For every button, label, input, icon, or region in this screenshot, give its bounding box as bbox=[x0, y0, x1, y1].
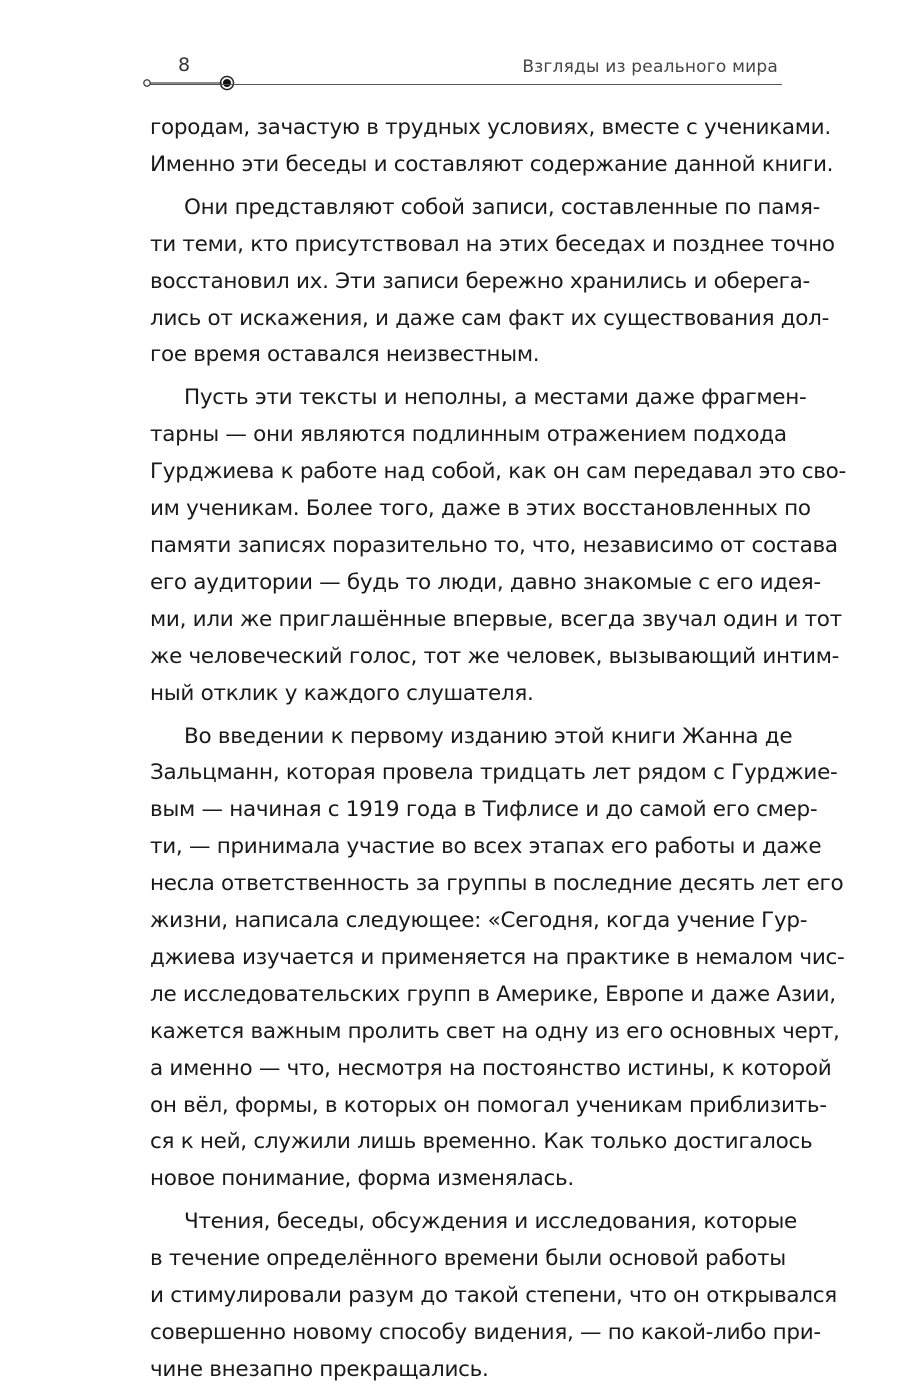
text-line: гое время оставался неизвестным. bbox=[150, 342, 540, 368]
text-line: Пусть эти тексты и неполны, а местами даже фрагмен- bbox=[184, 385, 807, 411]
paragraph-3 bbox=[150, 380, 846, 712]
text-line: кажется важным пролить свет на одну из его основных черт, bbox=[150, 1018, 840, 1044]
header-ornament bbox=[142, 73, 242, 97]
text-line: Гурджиева к работе над собой, как он сам передавал это сво- bbox=[150, 459, 846, 485]
body-text bbox=[150, 110, 846, 1395]
text-line: и стимулировали разум до такой степени, что он открывался bbox=[150, 1283, 837, 1309]
text-line: памяти записях поразительно то, что, независимо от состава bbox=[150, 532, 838, 558]
text-line: Зальцманн, которая провела тридцать лет рядом с Гурджие- bbox=[150, 760, 838, 786]
text-line: совершенно новому способу видения, — по какой-либо при- bbox=[150, 1320, 821, 1345]
paragraph-4 bbox=[150, 719, 845, 1199]
text-line: новое понимание, форма изменялась. bbox=[150, 1166, 574, 1192]
text-line: Они представляют собой записи, составленные по памя- bbox=[184, 194, 821, 220]
text-line: им ученикам. Более того, даже в этих восстановленных по bbox=[150, 496, 811, 522]
text-line: Во введении к первому изданию этой книги Жанна де bbox=[184, 723, 793, 749]
text-line: чине внезапно прекращались. bbox=[150, 1356, 489, 1382]
text-line: он вёл, формы, в которых он помогал ученикам приблизить- bbox=[150, 1092, 827, 1118]
paragraph-5 bbox=[150, 1204, 837, 1389]
text-line: Чтения, беседы, обсуждения и исследования, которые bbox=[184, 1209, 797, 1235]
text-line: ти, — принимала участие во всех этапах его работы и даже bbox=[150, 834, 822, 860]
text-line: ся к ней, служили лишь временно. Как только достигалось bbox=[150, 1129, 813, 1155]
header-rule bbox=[150, 84, 782, 85]
page-number: 8 bbox=[178, 54, 191, 76]
ornament-icon bbox=[142, 73, 242, 93]
text-line: ный отклик у каждого слушателя. bbox=[150, 680, 534, 706]
text-line: ми, или же приглашённые впервые, всегда звучал один и тот bbox=[150, 606, 842, 632]
text-line: тарны — они являются подлинным отражением подхода bbox=[150, 422, 787, 448]
text-line: жизни, написала следующее: «Сегодня, когда учение Гур- bbox=[150, 908, 808, 934]
running-title: Взгляды из реального мира bbox=[522, 57, 778, 77]
text-line: а именно — что, несмотря на постоянство истины, к которой bbox=[150, 1055, 832, 1081]
paragraph-1 bbox=[150, 110, 834, 184]
text-line: в течение определённого времени были основой работы bbox=[150, 1246, 786, 1272]
text-line: Именно эти беседы и составляют содержание данной книги. bbox=[150, 151, 834, 177]
text-line: несла ответственность за группы в последние десять лет его bbox=[150, 871, 844, 897]
text-line: его аудитории — будь то люди, давно знакомые с его идея- bbox=[150, 569, 821, 595]
text-line: городам, зачастую в трудных условиях, вместе с учениками. bbox=[150, 115, 831, 140]
paragraph-2 bbox=[150, 190, 835, 375]
text-line: ти теми, кто присутствовал на этих беседах и позднее точно bbox=[150, 231, 835, 257]
text-line: джиева изучается и применяется на практике в немалом чис- bbox=[150, 944, 845, 970]
text-line: восстановил их. Эти записи бережно хранились и оберега- bbox=[150, 268, 811, 294]
text-line: же человеческий голос, тот же человек, вызывающий интим- bbox=[150, 643, 840, 669]
text-line: ле исследовательских групп в Америке, Европе и даже Азии, bbox=[150, 981, 836, 1007]
text-line: вым — начиная с 1919 года в Тифлисе и до самой его смер- bbox=[150, 797, 818, 823]
text-line: лись от искажения, и даже сам факт их существования дол- bbox=[150, 305, 830, 331]
